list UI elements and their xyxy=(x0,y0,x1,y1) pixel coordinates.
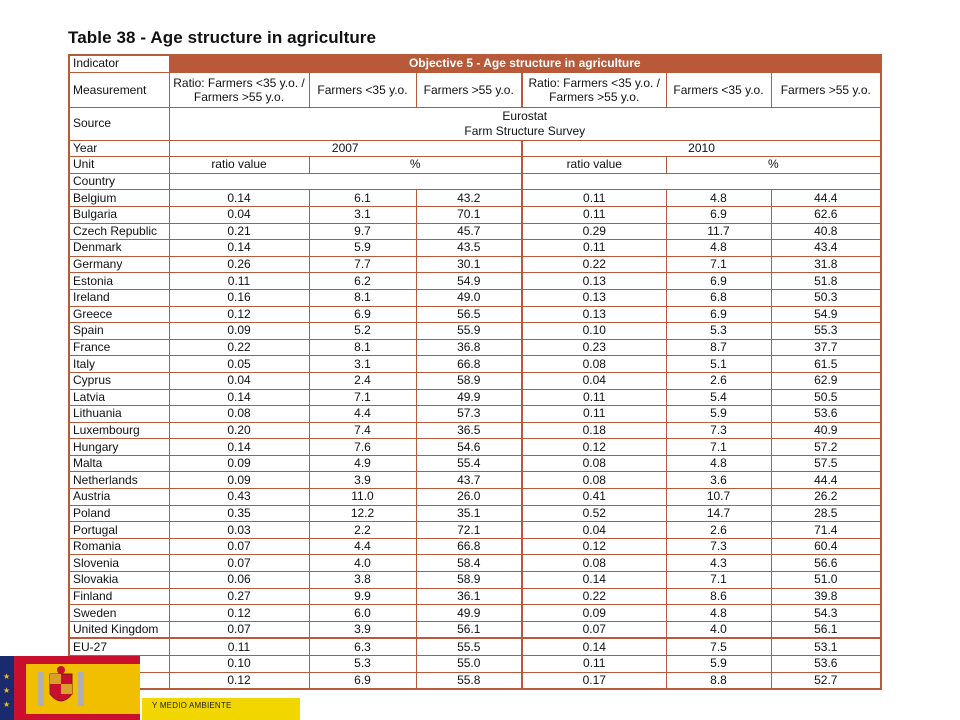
value-cell: 0.07 xyxy=(169,555,309,572)
value-cell: 44.4 xyxy=(771,472,881,489)
country-cell: Latvia xyxy=(69,389,169,406)
value-cell: 57.2 xyxy=(771,439,881,456)
value-cell: 58.4 xyxy=(416,555,522,572)
value-cell: 6.9 xyxy=(666,306,771,323)
value-cell: 7.1 xyxy=(666,572,771,589)
value-cell: 3.6 xyxy=(666,472,771,489)
country-cell: EU-27 xyxy=(69,638,169,655)
country-cell: Poland xyxy=(69,505,169,522)
country-cell: Belgium xyxy=(69,190,169,207)
star-icon: ★ xyxy=(3,700,11,709)
value-cell: 3.1 xyxy=(309,356,416,373)
value-cell: 9.9 xyxy=(309,588,416,605)
value-cell: 35.1 xyxy=(416,505,522,522)
country-cell: Bulgaria xyxy=(69,206,169,223)
value-cell: 6.9 xyxy=(666,206,771,223)
value-cell: 53.1 xyxy=(771,638,881,655)
value-cell: 0.14 xyxy=(169,389,309,406)
country-cell: Estonia xyxy=(69,273,169,290)
value-cell: 0.41 xyxy=(522,489,666,506)
empty-cell xyxy=(522,173,881,190)
value-cell: 60.4 xyxy=(771,538,881,555)
table-row xyxy=(69,621,881,638)
value-cell: 56.6 xyxy=(771,555,881,572)
value-cell: 0.08 xyxy=(522,455,666,472)
value-cell: 0.22 xyxy=(522,588,666,605)
value-cell: 5.4 xyxy=(666,389,771,406)
value-cell: 0.10 xyxy=(522,323,666,340)
country-cell: Ireland xyxy=(69,289,169,306)
country-cell: Cyprus xyxy=(69,372,169,389)
value-cell: 0.13 xyxy=(522,273,666,290)
value-cell: 0.26 xyxy=(169,256,309,273)
value-cell: 0.14 xyxy=(169,240,309,257)
value-cell: 43.4 xyxy=(771,240,881,257)
value-cell: 53.6 xyxy=(771,406,881,423)
value-cell: 0.08 xyxy=(169,406,309,423)
table-row xyxy=(69,223,881,240)
indicator-label: Indicator xyxy=(69,55,169,72)
country-cell: Lithuania xyxy=(69,406,169,423)
value-cell: 0.16 xyxy=(169,289,309,306)
country-cell: Romania xyxy=(69,538,169,555)
value-cell: 36.1 xyxy=(416,588,522,605)
value-cell: 55.8 xyxy=(416,672,522,689)
country-cell: Netherlands xyxy=(69,472,169,489)
value-cell: 0.04 xyxy=(522,522,666,539)
value-cell: 53.6 xyxy=(771,656,881,673)
table-row xyxy=(69,472,881,489)
source-value xyxy=(169,107,881,140)
unit-percent: % xyxy=(666,157,881,174)
value-cell: 45.7 xyxy=(416,223,522,240)
year-2007: 2007 xyxy=(169,140,522,157)
value-cell: 7.1 xyxy=(666,439,771,456)
ministry-label-box xyxy=(142,698,300,720)
table-row xyxy=(69,572,881,589)
value-cell: 36.8 xyxy=(416,339,522,356)
value-cell: 66.8 xyxy=(416,538,522,555)
value-cell: 40.9 xyxy=(771,422,881,439)
measurement-row xyxy=(69,72,881,107)
unit-ratio: ratio value xyxy=(169,157,309,174)
value-cell: 0.09 xyxy=(169,472,309,489)
value-cell: 56.5 xyxy=(416,306,522,323)
country-cell: France xyxy=(69,339,169,356)
source-label: Source xyxy=(69,107,169,140)
value-cell: 2.6 xyxy=(666,372,771,389)
country-cell: Luxembourg xyxy=(69,422,169,439)
table-row xyxy=(69,372,881,389)
value-cell: 7.3 xyxy=(666,538,771,555)
value-cell: 55.3 xyxy=(771,323,881,340)
value-cell: 11.0 xyxy=(309,489,416,506)
value-cell: 0.11 xyxy=(522,240,666,257)
value-cell: 3.8 xyxy=(309,572,416,589)
value-cell: 0.11 xyxy=(522,656,666,673)
unit-percent: % xyxy=(309,157,522,174)
value-cell: 8.1 xyxy=(309,339,416,356)
value-cell: 0.11 xyxy=(522,206,666,223)
value-cell: 0.11 xyxy=(522,389,666,406)
value-cell: 8.8 xyxy=(666,672,771,689)
value-cell: 4.8 xyxy=(666,190,771,207)
value-cell: 62.9 xyxy=(771,372,881,389)
value-cell: 4.8 xyxy=(666,455,771,472)
source-row xyxy=(69,107,881,140)
value-cell: 54.3 xyxy=(771,605,881,622)
value-cell: 0.12 xyxy=(169,672,309,689)
value-cell: 50.3 xyxy=(771,289,881,306)
table-row xyxy=(69,306,881,323)
value-cell: 4.0 xyxy=(309,555,416,572)
value-cell: 0.07 xyxy=(169,538,309,555)
value-cell: 0.10 xyxy=(169,656,309,673)
value-cell: 36.5 xyxy=(416,422,522,439)
table-row xyxy=(69,273,881,290)
table-row xyxy=(69,555,881,572)
eu-flag-strip xyxy=(0,656,14,720)
value-cell: 57.3 xyxy=(416,406,522,423)
table-row xyxy=(69,206,881,223)
country-cell: Czech Republic xyxy=(69,223,169,240)
country-cell: Sweden xyxy=(69,605,169,622)
value-cell: 6.3 xyxy=(309,638,416,655)
value-cell: 0.20 xyxy=(169,422,309,439)
value-cell: 4.8 xyxy=(666,240,771,257)
value-cell: 0.14 xyxy=(522,638,666,655)
value-cell: 0.29 xyxy=(522,223,666,240)
value-cell: 40.8 xyxy=(771,223,881,240)
value-cell: 7.1 xyxy=(666,256,771,273)
value-cell: 0.07 xyxy=(522,621,666,638)
value-cell: 9.7 xyxy=(309,223,416,240)
measure-header: Farmers <35 y.o. xyxy=(309,72,416,107)
table-row xyxy=(69,656,881,673)
value-cell: 0.11 xyxy=(169,638,309,655)
value-cell: 49.0 xyxy=(416,289,522,306)
table-row xyxy=(69,256,881,273)
year-row xyxy=(69,140,881,157)
value-cell: 4.4 xyxy=(309,538,416,555)
value-cell: 0.14 xyxy=(169,190,309,207)
value-cell: 0.22 xyxy=(522,256,666,273)
value-cell: 61.5 xyxy=(771,356,881,373)
flag-red-band xyxy=(14,656,26,720)
value-cell: 52.7 xyxy=(771,672,881,689)
value-cell: 2.2 xyxy=(309,522,416,539)
source-line: Eurostat xyxy=(502,108,548,123)
value-cell: 43.7 xyxy=(416,472,522,489)
value-cell: 5.2 xyxy=(309,323,416,340)
value-cell: 26.0 xyxy=(416,489,522,506)
table-row xyxy=(69,522,881,539)
value-cell: 62.6 xyxy=(771,206,881,223)
value-cell: 0.11 xyxy=(169,273,309,290)
value-cell: 58.9 xyxy=(416,372,522,389)
value-cell: 7.4 xyxy=(309,422,416,439)
value-cell: 5.1 xyxy=(666,356,771,373)
value-cell: 7.7 xyxy=(309,256,416,273)
value-cell: 57.5 xyxy=(771,455,881,472)
value-cell: 31.8 xyxy=(771,256,881,273)
table-row xyxy=(69,638,881,655)
value-cell: 0.09 xyxy=(169,323,309,340)
source-line: Farm Structure Survey xyxy=(464,123,586,138)
value-cell: 0.14 xyxy=(169,439,309,456)
value-cell: 5.9 xyxy=(666,406,771,423)
value-cell: 0.22 xyxy=(169,339,309,356)
country-cell: Slovenia xyxy=(69,555,169,572)
value-cell: 5.9 xyxy=(666,656,771,673)
measure-header: Ratio: Farmers <35 y.o. / Farmers >55 y.o. xyxy=(522,72,666,107)
value-cell: 0.18 xyxy=(522,422,666,439)
value-cell: 37.7 xyxy=(771,339,881,356)
value-cell: 0.12 xyxy=(522,538,666,555)
value-cell: 8.7 xyxy=(666,339,771,356)
unit-label: Unit xyxy=(69,157,169,174)
value-cell: 6.9 xyxy=(666,273,771,290)
measurement-label: Measurement xyxy=(69,72,169,107)
value-cell: 0.43 xyxy=(169,489,309,506)
table-row xyxy=(69,588,881,605)
value-cell: 5.9 xyxy=(309,240,416,257)
table-row xyxy=(69,323,881,340)
value-cell: 8.6 xyxy=(666,588,771,605)
value-cell: 70.1 xyxy=(416,206,522,223)
value-cell: 14.7 xyxy=(666,505,771,522)
value-cell: 55.5 xyxy=(416,638,522,655)
value-cell: 7.1 xyxy=(309,389,416,406)
country-cell: Italy xyxy=(69,356,169,373)
empty-cell xyxy=(169,173,522,190)
table-row xyxy=(69,356,881,373)
value-cell: 6.8 xyxy=(666,289,771,306)
value-cell: 0.05 xyxy=(169,356,309,373)
table-row xyxy=(69,672,881,689)
value-cell: 0.08 xyxy=(522,555,666,572)
value-cell: 66.8 xyxy=(416,356,522,373)
value-cell: 4.4 xyxy=(309,406,416,423)
value-cell: 0.13 xyxy=(522,306,666,323)
value-cell: 71.4 xyxy=(771,522,881,539)
value-cell: 0.04 xyxy=(522,372,666,389)
value-cell: 0.14 xyxy=(522,572,666,589)
country-cell: Malta xyxy=(69,455,169,472)
star-icon: ★ xyxy=(3,686,11,695)
value-cell: 0.12 xyxy=(522,439,666,456)
value-cell: 3.9 xyxy=(309,621,416,638)
table-row xyxy=(69,455,881,472)
value-cell: 54.9 xyxy=(416,273,522,290)
value-cell: 43.2 xyxy=(416,190,522,207)
value-cell: 11.7 xyxy=(666,223,771,240)
value-cell: 0.07 xyxy=(169,621,309,638)
unit-ratio: ratio value xyxy=(522,157,666,174)
value-cell: 39.8 xyxy=(771,588,881,605)
value-cell: 0.35 xyxy=(169,505,309,522)
value-cell: 28.5 xyxy=(771,505,881,522)
value-cell: 51.8 xyxy=(771,273,881,290)
value-cell: 54.9 xyxy=(771,306,881,323)
value-cell: 49.9 xyxy=(416,605,522,622)
value-cell: 49.9 xyxy=(416,389,522,406)
value-cell: 3.1 xyxy=(309,206,416,223)
value-cell: 0.06 xyxy=(169,572,309,589)
value-cell: 5.3 xyxy=(666,323,771,340)
value-cell: 2.6 xyxy=(666,522,771,539)
objective-header: Objective 5 - Age structure in agriculture xyxy=(169,55,881,72)
country-cell: Denmark xyxy=(69,240,169,257)
measure-header: Farmers <35 y.o. xyxy=(666,72,771,107)
value-cell: 12.2 xyxy=(309,505,416,522)
age-structure-table xyxy=(68,54,882,690)
value-cell: 0.12 xyxy=(169,306,309,323)
country-cell: Germany xyxy=(69,256,169,273)
value-cell: 55.4 xyxy=(416,455,522,472)
value-cell: 0.21 xyxy=(169,223,309,240)
value-cell: 0.09 xyxy=(169,455,309,472)
table-row xyxy=(69,289,881,306)
country-cell: Finland xyxy=(69,588,169,605)
value-cell: 0.27 xyxy=(169,588,309,605)
value-cell: 26.2 xyxy=(771,489,881,506)
measure-header: Farmers >55 y.o. xyxy=(771,72,881,107)
table-row xyxy=(69,422,881,439)
country-header-row xyxy=(69,173,881,190)
value-cell: 43.5 xyxy=(416,240,522,257)
indicator-row xyxy=(69,55,881,72)
value-cell: 56.1 xyxy=(771,621,881,638)
value-cell: 58.9 xyxy=(416,572,522,589)
value-cell: 3.9 xyxy=(309,472,416,489)
value-cell: 7.6 xyxy=(309,439,416,456)
value-cell: 0.11 xyxy=(522,190,666,207)
value-cell: 0.09 xyxy=(522,605,666,622)
value-cell: 4.0 xyxy=(666,621,771,638)
value-cell: 4.9 xyxy=(309,455,416,472)
value-cell: 0.12 xyxy=(169,605,309,622)
table-row xyxy=(69,605,881,622)
year-label: Year xyxy=(69,140,169,157)
table-row xyxy=(69,538,881,555)
value-cell: 7.3 xyxy=(666,422,771,439)
value-cell: 6.1 xyxy=(309,190,416,207)
table-body xyxy=(69,190,881,689)
value-cell: 5.3 xyxy=(309,656,416,673)
value-cell: 0.17 xyxy=(522,672,666,689)
value-cell: 55.9 xyxy=(416,323,522,340)
value-cell: 55.0 xyxy=(416,656,522,673)
value-cell: 50.5 xyxy=(771,389,881,406)
value-cell: 54.6 xyxy=(416,439,522,456)
value-cell: 7.5 xyxy=(666,638,771,655)
value-cell: 0.23 xyxy=(522,339,666,356)
unit-row xyxy=(69,157,881,174)
country-cell: Hungary xyxy=(69,439,169,456)
value-cell: 4.8 xyxy=(666,605,771,622)
value-cell: 0.13 xyxy=(522,289,666,306)
star-icon: ★ xyxy=(3,672,11,681)
value-cell: 51.0 xyxy=(771,572,881,589)
value-cell: 56.1 xyxy=(416,621,522,638)
value-cell: 30.1 xyxy=(416,256,522,273)
value-cell: 10.7 xyxy=(666,489,771,506)
value-cell: 72.1 xyxy=(416,522,522,539)
value-cell: 4.3 xyxy=(666,555,771,572)
value-cell: 44.4 xyxy=(771,190,881,207)
table-row xyxy=(69,406,881,423)
value-cell: 0.03 xyxy=(169,522,309,539)
table-row xyxy=(69,489,881,506)
table-title: Table 38 - Age structure in agriculture xyxy=(68,28,377,47)
table-row xyxy=(69,190,881,207)
value-cell: 0.08 xyxy=(522,356,666,373)
table-row xyxy=(69,505,881,522)
value-cell: 0.08 xyxy=(522,472,666,489)
value-cell: 8.1 xyxy=(309,289,416,306)
measure-header: Ratio: Farmers <35 y.o. / Farmers >55 y.o. xyxy=(169,72,309,107)
country-cell: Spain xyxy=(69,323,169,340)
table-row xyxy=(69,439,881,456)
country-cell: Greece xyxy=(69,306,169,323)
crest-icon xyxy=(34,664,94,714)
measure-header: Farmers >55 y.o. xyxy=(416,72,522,107)
country-cell: Slovakia xyxy=(69,572,169,589)
spain-coat-of-arms-logo xyxy=(26,656,140,720)
country-cell: United Kingdom xyxy=(69,621,169,638)
ministry-text: Y MEDIO AMBIENTE xyxy=(152,701,232,710)
value-cell: 6.0 xyxy=(309,605,416,622)
country-cell: Austria xyxy=(69,489,169,506)
table-row xyxy=(69,240,881,257)
value-cell: 6.9 xyxy=(309,672,416,689)
table-row xyxy=(69,339,881,356)
value-cell: 0.04 xyxy=(169,372,309,389)
value-cell: 6.2 xyxy=(309,273,416,290)
table-row xyxy=(69,389,881,406)
value-cell: 0.04 xyxy=(169,206,309,223)
value-cell: 0.52 xyxy=(522,505,666,522)
value-cell: 6.9 xyxy=(309,306,416,323)
country-cell: Portugal xyxy=(69,522,169,539)
year-2010: 2010 xyxy=(522,140,881,157)
value-cell: 0.11 xyxy=(522,406,666,423)
value-cell: 2.4 xyxy=(309,372,416,389)
country-label: Country xyxy=(69,173,169,190)
